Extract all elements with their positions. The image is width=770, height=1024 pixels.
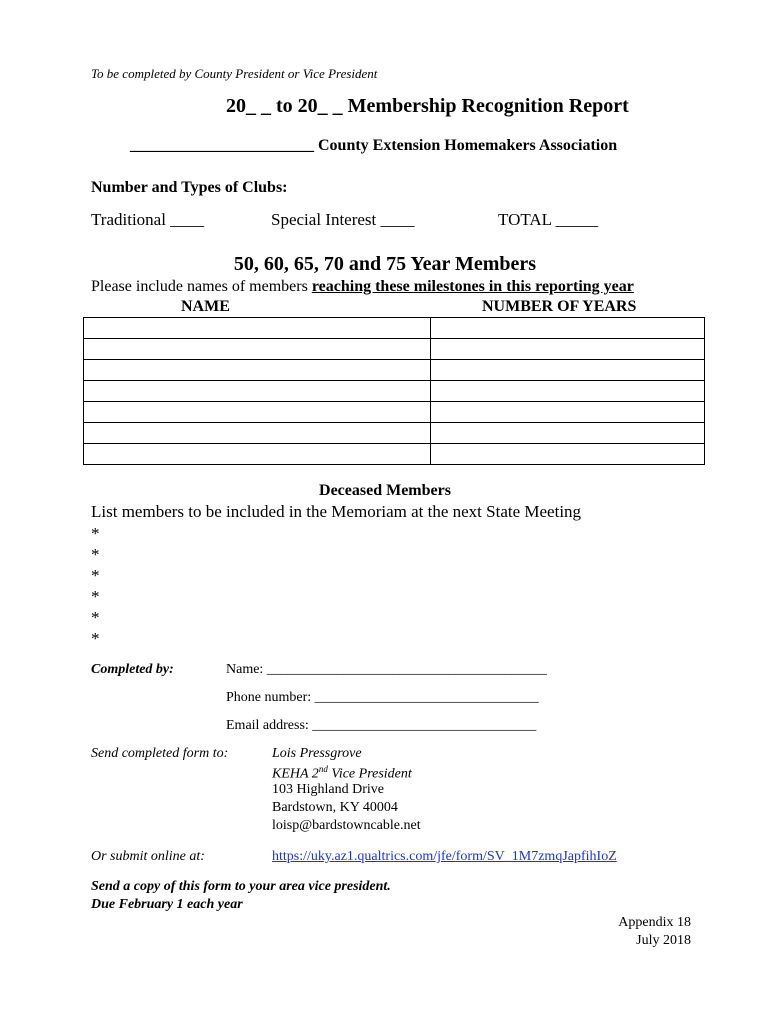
deceased-list-item[interactable]: * [91, 566, 100, 585]
milestones-heading: 50, 60, 65, 70 and 75 Year Members [233, 253, 537, 275]
table-row [84, 444, 705, 465]
member-years-cell[interactable] [431, 318, 705, 339]
email-field[interactable]: Email address: ________________________________ [226, 718, 537, 733]
deceased-list-item[interactable]: * [91, 545, 100, 564]
page-title: 20_ _ to 20_ _ Membership Recognition Report [226, 95, 629, 117]
member-name-cell[interactable] [84, 444, 431, 465]
recipient-email: loisp@bardstowncable.net [272, 818, 421, 833]
recipient-city: Bardstown, KY 40004 [272, 800, 398, 815]
column-header-years: NUMBER OF YEARS [482, 298, 637, 315]
milestones-instruction-emphasis: reaching these milestones in this reporting year [311, 278, 634, 295]
member-name-cell[interactable] [84, 423, 431, 444]
deceased-list-item[interactable]: * [91, 587, 100, 606]
name-field[interactable]: Name: ________________________________________ [226, 662, 547, 677]
table-row [84, 360, 705, 381]
online-label: Or submit online at: [91, 849, 205, 864]
phone-field[interactable]: Phone number: ________________________________ [226, 690, 539, 705]
header-note: To be completed by County President or Vice President [91, 66, 378, 81]
footer-note-due: Due February 1 each year [91, 897, 243, 912]
member-years-cell[interactable] [431, 360, 705, 381]
table-row [84, 381, 705, 402]
footer-note-copy: Send a copy of this form to your area vice president. [91, 879, 391, 894]
member-name-cell[interactable] [84, 381, 431, 402]
county-line [130, 137, 617, 155]
member-name-cell[interactable] [84, 402, 431, 423]
recipient-role-suffix: Vice President [327, 766, 412, 782]
member-name-cell[interactable] [84, 339, 431, 360]
members-table [83, 317, 705, 465]
clubs-heading: Number and Types of Clubs: [91, 179, 288, 196]
traditional-field[interactable]: Traditional ____ [91, 210, 205, 229]
milestones-instruction-prefix: Please include names of members [91, 278, 312, 295]
recipient-role-sup: nd [318, 764, 328, 774]
county-association-label: County Extension Homemakers Association [318, 137, 618, 154]
table-row [84, 423, 705, 444]
recipient-role [272, 764, 412, 783]
member-years-cell[interactable] [431, 444, 705, 465]
special-interest-field[interactable]: Special Interest ____ [271, 210, 415, 229]
member-years-cell[interactable] [431, 402, 705, 423]
send-to-label: Send completed form to: [91, 746, 229, 761]
member-name-cell[interactable] [84, 318, 431, 339]
appendix-label: Appendix 18 [618, 915, 691, 930]
member-name-cell[interactable] [84, 360, 431, 381]
online-form-link[interactable]: https://uky.az1.qualtrics.com/jfe/form/SV_1M7zmqJapfihIoZ [272, 849, 617, 864]
member-years-cell[interactable] [431, 339, 705, 360]
column-header-name: NAME [181, 298, 230, 315]
member-years-cell[interactable] [431, 423, 705, 444]
county-blank[interactable]: _______________________ [130, 137, 314, 154]
deceased-list-item[interactable]: * [91, 608, 100, 627]
milestones-instruction [91, 278, 634, 296]
completed-by-label: Completed by: [91, 662, 174, 677]
revision-date: July 2018 [636, 933, 691, 948]
deceased-list-item[interactable]: * [91, 524, 100, 543]
deceased-instruction: List members to be included in the Memoriam at the next State Meeting [91, 502, 582, 521]
recipient-name: Lois Pressgrove [272, 746, 362, 761]
total-field[interactable]: TOTAL _____ [498, 210, 599, 229]
table-row [84, 339, 705, 360]
table-row [84, 318, 705, 339]
recipient-role-prefix: KEHA 2 [272, 766, 319, 782]
member-years-cell[interactable] [431, 381, 705, 402]
deceased-heading: Deceased Members [319, 482, 451, 499]
recipient-street: 103 Highland Drive [272, 782, 384, 797]
table-row [84, 402, 705, 423]
deceased-list-item[interactable]: * [91, 629, 100, 648]
